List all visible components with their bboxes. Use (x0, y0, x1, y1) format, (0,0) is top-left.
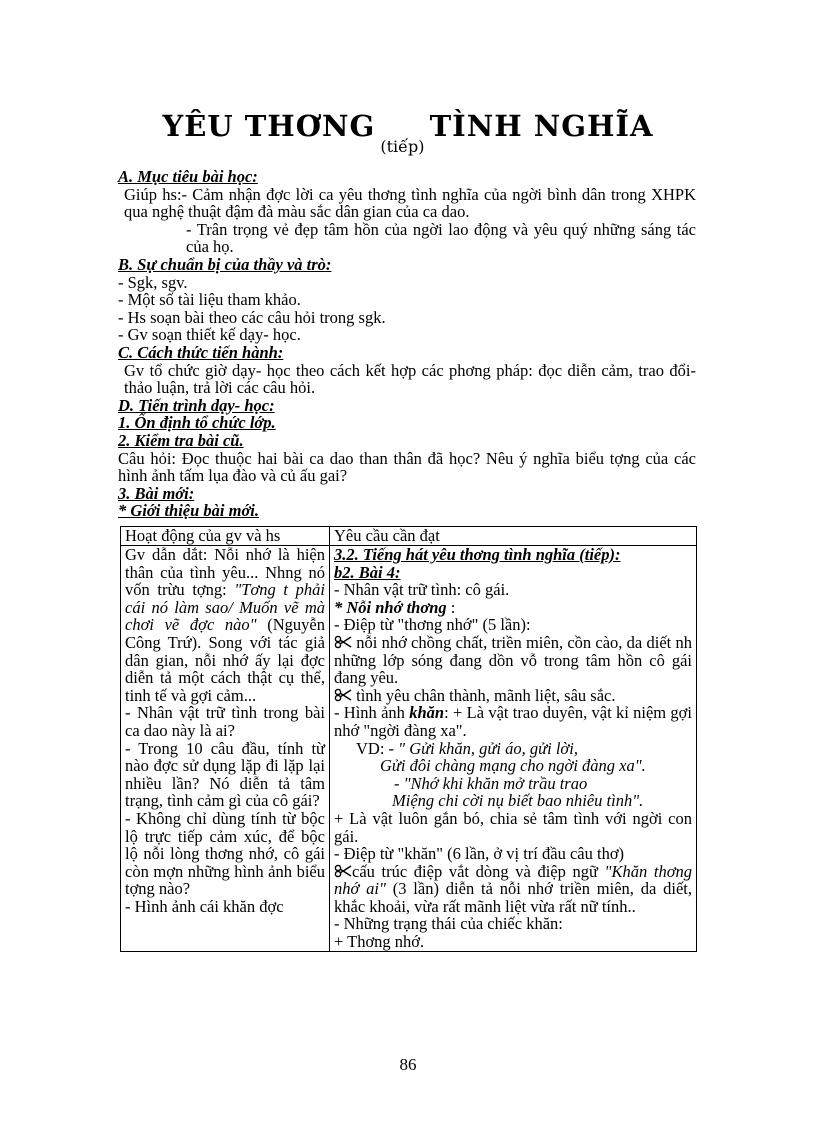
example-2: - "Nhớ khi khăn mở trầu trao (394, 773, 588, 793)
col2-header: Yêu cầu cần đạt (330, 527, 697, 546)
example-1-line-2: Gửi đôi chàng mạng cho ngời đàng xa". (380, 756, 646, 776)
page-title (0, 108, 816, 156)
heading-d3: 3. Bài mới: (118, 483, 195, 503)
prep-item-2: - Một số tài liệu tham khảo. (118, 290, 301, 310)
req-line-11: + Thơng nhớ. (334, 932, 425, 952)
req-line-9 (334, 863, 692, 916)
table-header-row (121, 527, 697, 546)
heading-d2: 2. Kiểm tra bài cũ. (118, 430, 244, 450)
heading-c: C. Cách thức tiến hành: (118, 342, 284, 362)
req-line-6-a: - Hình ảnh (334, 703, 410, 723)
req-line-9-quote: "Khăn thơng nhớ ai" (334, 861, 692, 899)
example-1-line-1: " Gửi khăn, gửi áo, gửi lời, (398, 738, 578, 758)
req-line-9-b: (3 lần) diễn tả nỗi nhớ triền miên, da diết, khắc khoải, vừa rất mãnh liệt vừa rất nữ tính.. (334, 879, 692, 916)
req-line-3: - Điệp từ "thơng nhớ" (5 lần): (334, 615, 531, 635)
table-row (121, 546, 697, 952)
prep-item-1: - Sgk, sgv. (118, 272, 188, 292)
scissors-icon (334, 635, 352, 649)
quote-verse: "Tơng t phải cái nó làm sao/ Muốn vẽ mà chơi vẽ đợc nào" (125, 580, 325, 635)
scissors-icon (334, 688, 352, 702)
method-text: Gv tổ chức giờ dạy- học theo cách kết hợp các phơng pháp: đọc diễn cảm, trao đổi- thảo luận, trả lời các câu hỏi. (124, 360, 696, 398)
req-line-2-label: * Nỗi nhớ thơng (334, 597, 447, 617)
document-body (118, 168, 696, 520)
req-line-6-keyword: khăn (409, 703, 445, 723)
review-question: Câu hỏi: Đọc thuộc hai bài ca dao than thân đã học? Nêu ý nghĩa biểu tợng của các hình ảnh tấm lụa đào và củ ấu gai? (118, 448, 696, 486)
requirements-cell (330, 546, 697, 952)
req-line-8: - Điệp từ "khăn" (6 lần, ở vị trí đầu câu thơ) (334, 844, 625, 864)
example-label: VD: - (356, 738, 399, 758)
page-number: 86 (399, 1055, 417, 1074)
activity-question-4: - Hình ảnh cái khăn đợc (125, 896, 284, 916)
activity-question-3: - Không chỉ dùng tính từ bộc lộ trực tiếp cảm xúc, để bộc lộ nỗi lòng thơng nhớ, cô gái còn mợn những hình ảnh biểu tợng nào? (125, 808, 325, 899)
example-2-line-1: "Nhớ khi khăn mở trầu trao (403, 773, 588, 793)
req-line-5 (334, 687, 692, 705)
activity-question-2: - Trong 10 câu đầu, tính từ nào đợc sử dụng lặp đi lặp lại nhiều lần? Nó diễn tả tâm trạng, tình cảm gì của cô gái? (125, 738, 325, 811)
activity-question-1: - Nhân vật trữ tình trong bài ca dao này là ai? (125, 703, 325, 740)
activity-intro: Gv dẫn dắt: Nỗi nhớ là hiện thân của tình yêu... Nhng nó vốn trừu tợng: (125, 545, 325, 600)
req-line-7: + Là vật luôn gắn bó, chia sẻ tâm tình với ngời con gái. (334, 808, 692, 846)
req-line-2 (334, 599, 692, 617)
heading-b: B. Sự chuẩn bị của thầy và trò: (118, 254, 332, 274)
teacher-activity-cell (121, 546, 330, 952)
req-line-5-text: tình yêu chân thành, mãnh liệt, sâu sắc. (356, 685, 616, 705)
req-heading: 3.2. Tiếng hát yêu thơng tình nghĩa (tiếp): (334, 545, 621, 564)
heading-d1: 1. Ổn định tổ chức lớp. (118, 413, 276, 433)
title-subtitle: (tiếp) (380, 137, 425, 156)
req-line-4-text: nỗi nhớ chồng chất, triền miên, cồn cào, da diết nh những lớp sóng đang dồn vỗ trong tâm hồn cô gái đang yêu. (334, 632, 692, 688)
activity-para-1 (125, 546, 325, 704)
req-line-9-a: cấu trúc điệp vắt dòng và điệp ngữ (352, 861, 605, 881)
heading-d: D. Tiến trình dạy- học: (118, 395, 275, 415)
req-line-2-colon: : (446, 597, 456, 617)
example-1 (334, 740, 692, 758)
heading-a: A. Mục tiêu bài học: (118, 167, 258, 186)
title-right: TÌNH NGHĨA (429, 109, 654, 143)
example-2-line-2: Miệng chi cời nụ biết bao nhiêu tình". (392, 791, 644, 811)
req-line-1: - Nhân vật trữ tình: cô gái. (334, 580, 510, 600)
prep-item-4: - Gv soạn thiết kế dạy- học. (118, 325, 301, 345)
scissors-icon (334, 864, 352, 878)
lesson-table (120, 526, 697, 952)
req-line-6-b: : + Là vật trao duyên, vật kỉ niệm gợi nhớ "ngời đàng xa". (334, 703, 692, 740)
req-line-6 (334, 704, 692, 739)
prep-item-3: - Hs soạn bài theo các câu hỏi trong sgk. (118, 307, 386, 327)
req-subheading: b2. Bài 4: (334, 562, 401, 582)
goal-line-2: - Trân trọng vẻ đẹp tâm hồn của ngời lao động và yêu quý những sáng tác của họ. (186, 219, 696, 257)
req-line-4 (334, 634, 692, 687)
title-left: YÊU THƠNG (162, 109, 376, 143)
col1-header: Hoạt động của gv và hs (121, 527, 330, 546)
req-line-10: - Những trạng thái của chiếc khăn: (334, 914, 563, 934)
intro-heading: * Giới thiệu bài mới. (118, 501, 260, 521)
goal-line-1: Giúp hs:- Cảm nhận đợc lời ca yêu thơng tình nghĩa của ngời bình dân trong XHPK qua nghệ thuật đậm đà màu sắc dân gian của ca dao. (124, 184, 696, 222)
activity-intro-end: (Nguyễn Công Trứ). Song với tác giả dân gian, nỗi nhớ ấy lại đợc diễn tả một cách thật cụ thể, tinh tế và gợi cảm... (125, 615, 326, 705)
